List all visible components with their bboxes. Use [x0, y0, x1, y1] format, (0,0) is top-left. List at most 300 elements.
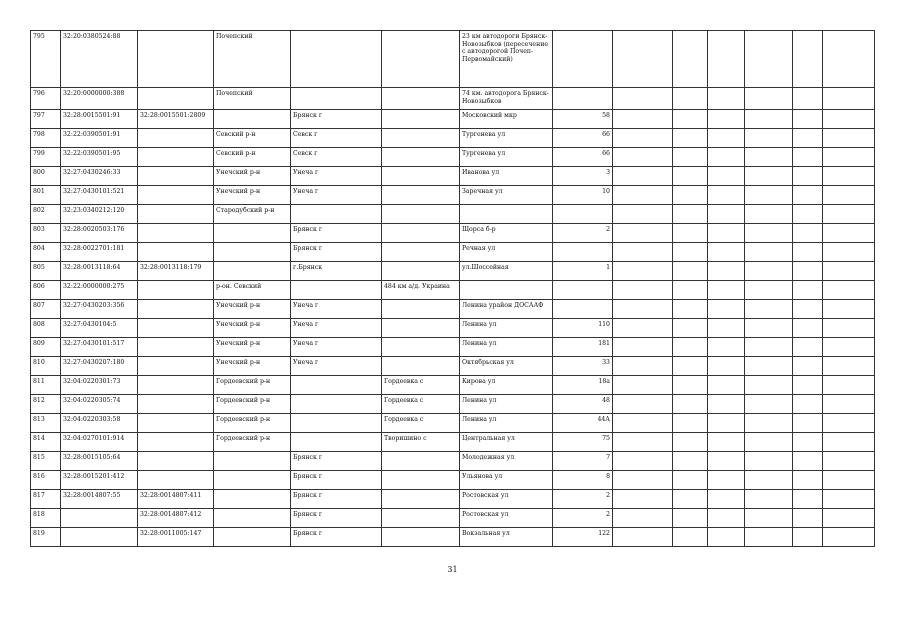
cadastral-number-2: [138, 243, 214, 262]
street-cell: Тургенева ул: [460, 129, 553, 148]
empty-cell: [745, 205, 793, 224]
empty-cell: [793, 31, 823, 88]
city-cell: [291, 281, 382, 300]
cadastral-number-2: [138, 414, 214, 433]
village-cell: [382, 31, 460, 88]
empty-cell: [745, 376, 793, 395]
row-number: 802: [31, 205, 61, 224]
table-row: [31, 186, 875, 205]
village-cell: 484 км а/д. Украина: [382, 281, 460, 300]
empty-cell: [745, 300, 793, 319]
empty-cell: [823, 243, 875, 262]
empty-cell: [823, 224, 875, 243]
district-cell: Унечский р-н: [214, 319, 291, 338]
empty-cell: [708, 110, 745, 129]
empty-cell: [823, 357, 875, 376]
empty-cell: [793, 414, 823, 433]
district-cell: [214, 243, 291, 262]
district-cell: Гордеевский р-н: [214, 433, 291, 452]
table-row: [31, 205, 875, 224]
empty-cell: [823, 167, 875, 186]
empty-cell: [745, 243, 793, 262]
house-cell: 2: [553, 509, 613, 528]
empty-cell: [793, 376, 823, 395]
empty-cell: [745, 31, 793, 88]
house-cell: 181: [553, 338, 613, 357]
empty-cell: [745, 110, 793, 129]
empty-cell: [613, 300, 673, 319]
empty-cell: [613, 262, 673, 281]
cadastral-number: [61, 528, 138, 547]
house-cell: [553, 31, 613, 88]
cadastral-number: 32:27:0430101:521: [61, 186, 138, 205]
city-cell: [291, 395, 382, 414]
street-cell: 74 км. автодорога Брянск-Новозыбков: [460, 88, 553, 110]
empty-cell: [613, 338, 673, 357]
empty-cell: [673, 167, 708, 186]
street-cell: Ленина ул: [460, 395, 553, 414]
empty-cell: [673, 186, 708, 205]
cadastral-number: 32:28:0020503:176: [61, 224, 138, 243]
house-cell: [553, 300, 613, 319]
table-row: [31, 357, 875, 376]
cadastral-number: 32:22:0000000:275: [61, 281, 138, 300]
empty-cell: [823, 88, 875, 110]
district-cell: Унечский р-н: [214, 338, 291, 357]
empty-cell: [823, 110, 875, 129]
empty-cell: [708, 281, 745, 300]
house-cell: 8: [553, 471, 613, 490]
empty-cell: [613, 509, 673, 528]
empty-cell: [708, 88, 745, 110]
empty-cell: [823, 338, 875, 357]
empty-cell: [745, 129, 793, 148]
empty-cell: [708, 490, 745, 509]
empty-cell: [708, 528, 745, 547]
city-cell: г.Брянск: [291, 262, 382, 281]
street-cell: Ростовская ул: [460, 490, 553, 509]
city-cell: [291, 376, 382, 395]
empty-cell: [823, 262, 875, 281]
house-cell: 1: [553, 262, 613, 281]
empty-cell: [823, 490, 875, 509]
empty-cell: [793, 357, 823, 376]
empty-cell: [793, 281, 823, 300]
cadastral-number: 32:27:0430101:517: [61, 338, 138, 357]
city-cell: Унеча г: [291, 338, 382, 357]
cadastral-number: [61, 509, 138, 528]
registry-body: [31, 31, 875, 547]
cadastral-number-2: [138, 471, 214, 490]
empty-cell: [613, 148, 673, 167]
house-cell: [553, 88, 613, 110]
village-cell: [382, 338, 460, 357]
empty-cell: [823, 414, 875, 433]
empty-cell: [793, 129, 823, 148]
house-cell: 48: [553, 395, 613, 414]
empty-cell: [613, 528, 673, 547]
city-cell: Брянск г: [291, 509, 382, 528]
district-cell: р-он. Севский: [214, 281, 291, 300]
empty-cell: [708, 300, 745, 319]
cadastral-number-2: [138, 88, 214, 110]
empty-cell: [793, 300, 823, 319]
cadastral-number: 32:20:0000000:388: [61, 88, 138, 110]
empty-cell: [823, 281, 875, 300]
cadastral-number-2: [138, 376, 214, 395]
cadastral-number-2: [138, 186, 214, 205]
empty-cell: [745, 509, 793, 528]
row-number: 795: [31, 31, 61, 88]
row-number: 813: [31, 414, 61, 433]
empty-cell: [793, 186, 823, 205]
cadastral-number: 32:27:0430203:356: [61, 300, 138, 319]
empty-cell: [673, 224, 708, 243]
street-cell: Ленина урайон ДОСААФ: [460, 300, 553, 319]
empty-cell: [708, 167, 745, 186]
table-row: [31, 452, 875, 471]
cadastral-number-2: [138, 31, 214, 88]
district-cell: Унечский р-н: [214, 357, 291, 376]
empty-cell: [793, 395, 823, 414]
cadastral-number-2: [138, 338, 214, 357]
empty-cell: [673, 110, 708, 129]
village-cell: [382, 357, 460, 376]
empty-cell: [745, 471, 793, 490]
cadastral-number: 32:28:0015105:64: [61, 452, 138, 471]
empty-cell: [613, 471, 673, 490]
cadastral-number: 32:22:0390501:95: [61, 148, 138, 167]
house-cell: [553, 205, 613, 224]
city-cell: Севск г: [291, 148, 382, 167]
empty-cell: [708, 262, 745, 281]
cadastral-number: 32:04:0220301:73: [61, 376, 138, 395]
table-row: [31, 243, 875, 262]
empty-cell: [613, 186, 673, 205]
house-cell: 10: [553, 186, 613, 205]
city-cell: Брянск г: [291, 528, 382, 547]
empty-cell: [708, 376, 745, 395]
cadastral-number-2: [138, 129, 214, 148]
empty-cell: [673, 148, 708, 167]
city-cell: Унеча г: [291, 300, 382, 319]
row-number: 814: [31, 433, 61, 452]
street-cell: Вокзальная ул: [460, 528, 553, 547]
village-cell: [382, 110, 460, 129]
village-cell: [382, 490, 460, 509]
empty-cell: [708, 452, 745, 471]
district-cell: Стародубский р-н: [214, 205, 291, 224]
empty-cell: [613, 110, 673, 129]
table-row: [31, 395, 875, 414]
district-cell: Унечский р-н: [214, 167, 291, 186]
village-cell: Гордеевка с: [382, 414, 460, 433]
empty-cell: [708, 31, 745, 88]
row-number: 817: [31, 490, 61, 509]
house-cell: 66: [553, 148, 613, 167]
empty-cell: [708, 205, 745, 224]
table-row: [31, 110, 875, 129]
district-cell: [214, 509, 291, 528]
row-number: 807: [31, 300, 61, 319]
city-cell: Унеча г: [291, 357, 382, 376]
empty-cell: [745, 167, 793, 186]
empty-cell: [673, 319, 708, 338]
street-cell: [460, 281, 553, 300]
village-cell: [382, 167, 460, 186]
empty-cell: [745, 528, 793, 547]
table-row: [31, 148, 875, 167]
street-cell: Иванова ул: [460, 167, 553, 186]
cadastral-number: 32:04:0220305:74: [61, 395, 138, 414]
village-cell: [382, 452, 460, 471]
empty-cell: [745, 262, 793, 281]
village-cell: [382, 129, 460, 148]
empty-cell: [673, 88, 708, 110]
house-cell: 7: [553, 452, 613, 471]
empty-cell: [745, 186, 793, 205]
empty-cell: [823, 31, 875, 88]
empty-cell: [793, 262, 823, 281]
table-row: [31, 129, 875, 148]
cadastral-number: 32:28:0022701:181: [61, 243, 138, 262]
cadastral-number: 32:28:0013118:64: [61, 262, 138, 281]
cadastral-number-2: [138, 433, 214, 452]
empty-cell: [673, 414, 708, 433]
cadastral-number-2: [138, 319, 214, 338]
empty-cell: [673, 528, 708, 547]
house-cell: 122: [553, 528, 613, 547]
empty-cell: [745, 452, 793, 471]
row-number: 812: [31, 395, 61, 414]
empty-cell: [708, 243, 745, 262]
city-cell: Брянск г: [291, 224, 382, 243]
empty-cell: [823, 319, 875, 338]
empty-cell: [745, 357, 793, 376]
street-cell: Тургенева ул: [460, 148, 553, 167]
row-number: 799: [31, 148, 61, 167]
district-cell: [214, 224, 291, 243]
district-cell: Почепский: [214, 88, 291, 110]
cadastral-number-2: 32:28:0014807:412: [138, 509, 214, 528]
city-cell: Брянск г: [291, 490, 382, 509]
empty-cell: [613, 31, 673, 88]
village-cell: [382, 243, 460, 262]
cadastral-number-2: [138, 224, 214, 243]
table-row: [31, 319, 875, 338]
table-row: [31, 490, 875, 509]
empty-cell: [823, 148, 875, 167]
empty-cell: [823, 471, 875, 490]
empty-cell: [708, 338, 745, 357]
empty-cell: [823, 205, 875, 224]
table-row: [31, 262, 875, 281]
house-cell: 2: [553, 490, 613, 509]
cadastral-number: 32:28:0014807:55: [61, 490, 138, 509]
house-cell: 75: [553, 433, 613, 452]
district-cell: [214, 452, 291, 471]
empty-cell: [793, 243, 823, 262]
village-cell: [382, 471, 460, 490]
empty-cell: [708, 319, 745, 338]
city-cell: Брянск г: [291, 110, 382, 129]
empty-cell: [793, 490, 823, 509]
empty-cell: [745, 224, 793, 243]
row-number: 818: [31, 509, 61, 528]
empty-cell: [673, 129, 708, 148]
city-cell: Брянск г: [291, 471, 382, 490]
row-number: 801: [31, 186, 61, 205]
house-cell: 110: [553, 319, 613, 338]
empty-cell: [673, 262, 708, 281]
cadastral-number-2: [138, 281, 214, 300]
empty-cell: [708, 395, 745, 414]
row-number: 796: [31, 88, 61, 110]
empty-cell: [823, 395, 875, 414]
cadastral-number: 32:20:0380524:88: [61, 31, 138, 88]
table-row: [31, 281, 875, 300]
cadastral-number: 32:27:0430207:180: [61, 357, 138, 376]
empty-cell: [613, 395, 673, 414]
empty-cell: [673, 471, 708, 490]
district-cell: Почепский: [214, 31, 291, 88]
empty-cell: [673, 357, 708, 376]
empty-cell: [673, 490, 708, 509]
row-number: 811: [31, 376, 61, 395]
street-cell: Центральная ул: [460, 433, 553, 452]
empty-cell: [793, 88, 823, 110]
house-cell: 33: [553, 357, 613, 376]
street-cell: Октябрьская ул: [460, 357, 553, 376]
village-cell: Творишино с: [382, 433, 460, 452]
house-cell: 66: [553, 129, 613, 148]
district-cell: Унечский р-н: [214, 186, 291, 205]
empty-cell: [613, 414, 673, 433]
row-number: 805: [31, 262, 61, 281]
street-cell: Речная ул: [460, 243, 553, 262]
row-number: 806: [31, 281, 61, 300]
city-cell: Севск г: [291, 129, 382, 148]
empty-cell: [823, 509, 875, 528]
empty-cell: [673, 243, 708, 262]
cadastral-number-2: [138, 167, 214, 186]
empty-cell: [673, 376, 708, 395]
city-cell: [291, 433, 382, 452]
street-cell: Кирова ул: [460, 376, 553, 395]
property-registry-table: [30, 30, 875, 547]
empty-cell: [613, 319, 673, 338]
district-cell: Гордеевский р-н: [214, 376, 291, 395]
city-cell: [291, 414, 382, 433]
street-cell: Молодежная ул: [460, 452, 553, 471]
empty-cell: [708, 414, 745, 433]
cadastral-number-2: 32:28:0014807:411: [138, 490, 214, 509]
empty-cell: [793, 509, 823, 528]
district-cell: [214, 528, 291, 547]
table-row: [31, 224, 875, 243]
empty-cell: [823, 433, 875, 452]
district-cell: [214, 490, 291, 509]
cadastral-number: 32:27:0430246:33: [61, 167, 138, 186]
table-row: [31, 88, 875, 110]
empty-cell: [793, 338, 823, 357]
cadastral-number: 32:28:0015201:412: [61, 471, 138, 490]
city-cell: [291, 205, 382, 224]
empty-cell: [823, 452, 875, 471]
row-number: 815: [31, 452, 61, 471]
empty-cell: [613, 452, 673, 471]
empty-cell: [793, 319, 823, 338]
empty-cell: [745, 148, 793, 167]
cadastral-number-2: 32:28:0011005:147: [138, 528, 214, 547]
row-number: 803: [31, 224, 61, 243]
table-row: [31, 528, 875, 547]
empty-cell: [823, 186, 875, 205]
table-row: [31, 376, 875, 395]
village-cell: [382, 224, 460, 243]
empty-cell: [673, 205, 708, 224]
empty-cell: [823, 376, 875, 395]
empty-cell: [793, 452, 823, 471]
table-row: [31, 300, 875, 319]
empty-cell: [613, 129, 673, 148]
empty-cell: [708, 471, 745, 490]
empty-cell: [745, 433, 793, 452]
empty-cell: [823, 129, 875, 148]
street-cell: ул.Шоссейная: [460, 262, 553, 281]
empty-cell: [793, 110, 823, 129]
city-cell: Унеча г: [291, 167, 382, 186]
district-cell: Гордеевский р-н: [214, 414, 291, 433]
house-cell: [553, 243, 613, 262]
table-row: [31, 338, 875, 357]
cadastral-number-2: [138, 452, 214, 471]
city-cell: Унеча г: [291, 319, 382, 338]
street-cell: Щорса б-р: [460, 224, 553, 243]
table-row: [31, 433, 875, 452]
street-cell: [460, 205, 553, 224]
row-number: 810: [31, 357, 61, 376]
house-cell: 18а: [553, 376, 613, 395]
cadastral-number-2: [138, 300, 214, 319]
city-cell: Брянск г: [291, 452, 382, 471]
district-cell: [214, 110, 291, 129]
village-cell: [382, 88, 460, 110]
empty-cell: [673, 395, 708, 414]
district-cell: Севский р-н: [214, 129, 291, 148]
street-cell: Ленина ул: [460, 414, 553, 433]
street-cell: Ульянова ул: [460, 471, 553, 490]
empty-cell: [673, 300, 708, 319]
row-number: 804: [31, 243, 61, 262]
city-cell: Брянск г: [291, 243, 382, 262]
table-row: [31, 471, 875, 490]
street-cell: Ленина ул: [460, 319, 553, 338]
street-cell: Заречная ул: [460, 186, 553, 205]
row-number: 808: [31, 319, 61, 338]
empty-cell: [793, 167, 823, 186]
row-number: 798: [31, 129, 61, 148]
table-row: [31, 509, 875, 528]
district-cell: [214, 471, 291, 490]
cadastral-number-2: 32:28:0013118:179: [138, 262, 214, 281]
village-cell: [382, 186, 460, 205]
district-cell: [214, 262, 291, 281]
empty-cell: [673, 281, 708, 300]
street-cell: 23 км автодороги Брянск-Новозыбков (пересечение с автодорогой Почеп-Первомайский): [460, 31, 553, 88]
district-cell: Севский р-н: [214, 148, 291, 167]
village-cell: [382, 528, 460, 547]
